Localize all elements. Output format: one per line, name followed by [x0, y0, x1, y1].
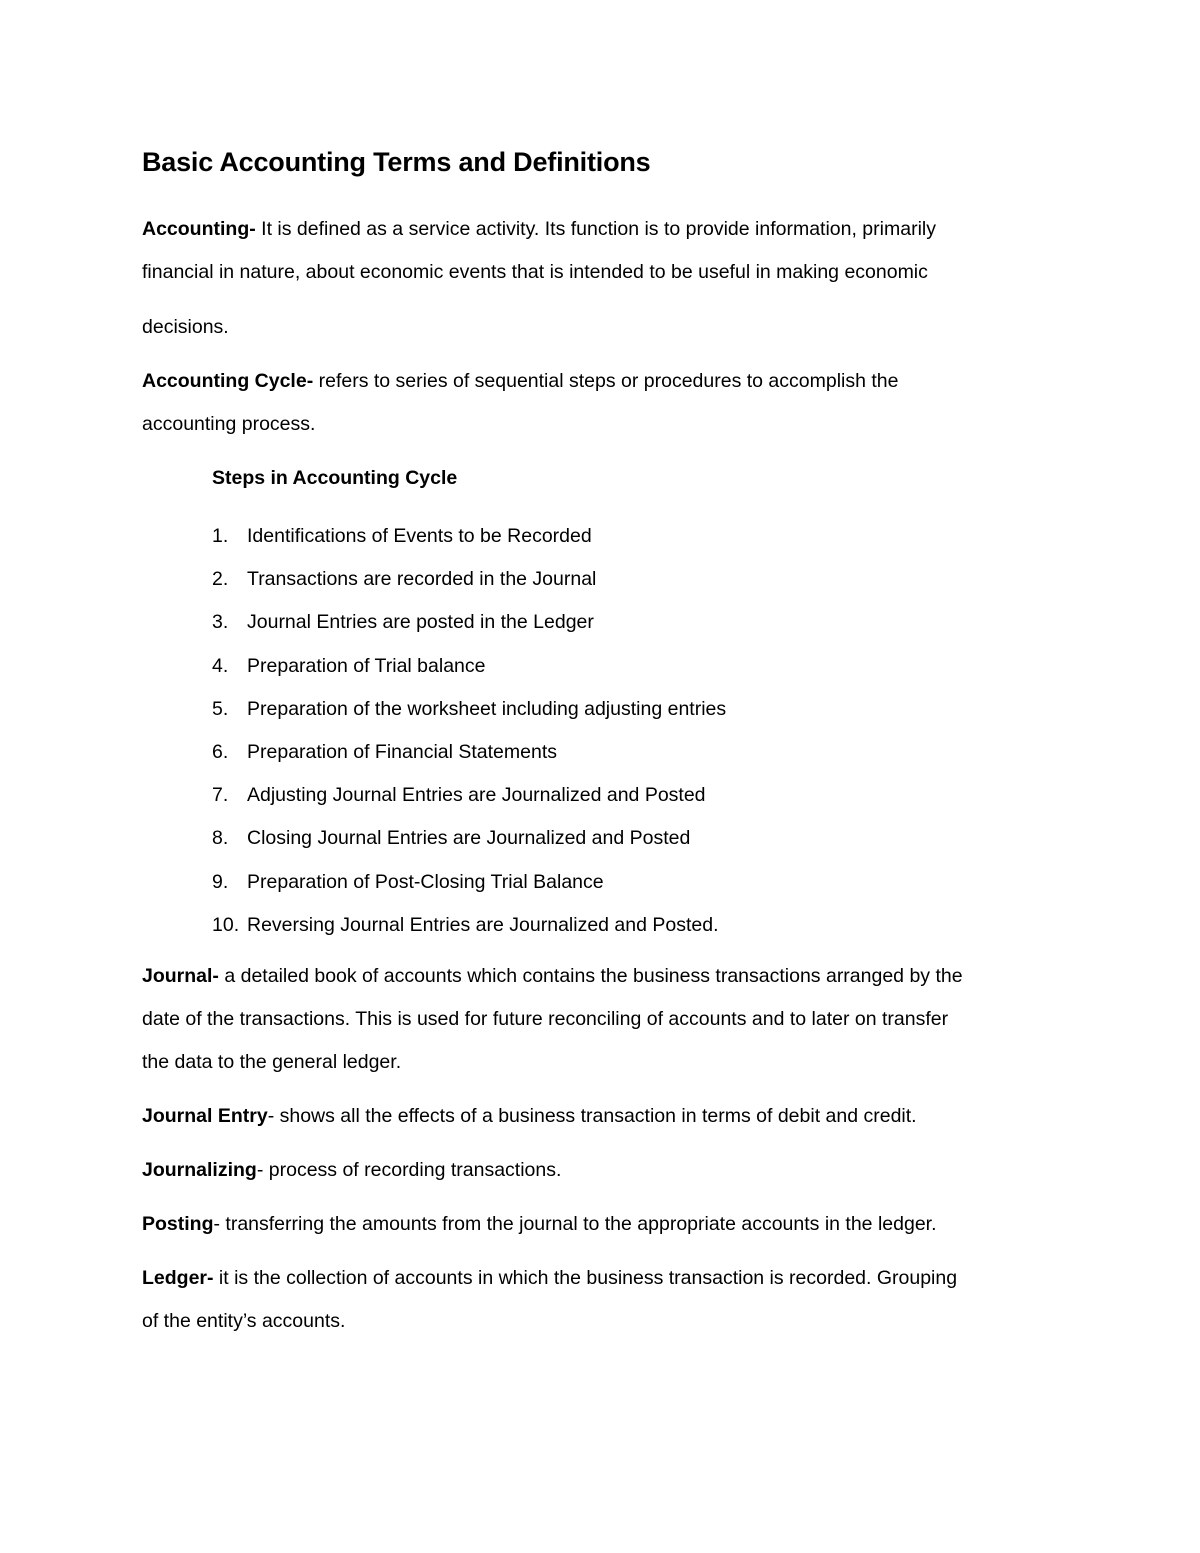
definition-text: date of the transactions. This is used for future reconciling of accounts and to later on transfer: [142, 1008, 949, 1031]
step-number: 5.: [212, 697, 229, 720]
list-item: [142, 817, 1057, 860]
step-text: Journal Entries are posted in the Ledger: [247, 611, 594, 634]
definition-text: - transferring the amounts from the journal to the appropriate accounts in the ledger.: [213, 1213, 937, 1236]
step-text: Preparation of the worksheet including adjusting entries: [247, 697, 727, 720]
step-text: Preparation of Post-Closing Trial Balance: [247, 870, 604, 893]
step-text: Transactions are recorded in the Journal: [247, 568, 597, 591]
steps-heading: Steps in Accounting Cycle: [212, 467, 458, 489]
term-label: Journal-: [142, 965, 219, 988]
step-number: 4.: [212, 654, 229, 677]
step-text: Preparation of Trial balance: [247, 654, 486, 677]
definition-text: It is defined as a service activity. Its function is to provide information, primarily: [255, 218, 936, 240]
term-label: Accounting Cycle-: [142, 370, 314, 392]
definition-text: - process of recording transactions.: [256, 1159, 562, 1182]
definition-text: refers to series of sequential steps or procedures to accomplish the: [313, 370, 899, 392]
step-number: 2.: [212, 568, 229, 591]
definition-accounting-cycle: [142, 360, 1057, 446]
step-text: Adjusting Journal Entries are Journalized and Posted: [247, 784, 706, 807]
step-text: Preparation of Financial Statements: [247, 741, 558, 764]
definition-text: decisions.: [142, 316, 229, 338]
step-number: 1.: [212, 525, 229, 547]
list-item: [142, 731, 1057, 774]
step-number: 6.: [212, 741, 229, 764]
list-item: [142, 645, 1057, 688]
step-text: Identifications of Events to be Recorded: [247, 525, 592, 547]
line-gap: [142, 294, 1057, 306]
term-label: Ledger-: [142, 1267, 214, 1290]
definition-accounting: [142, 208, 1057, 349]
definition-text: accounting process.: [142, 413, 316, 435]
definition-text: - shows all the effects of a business transaction in terms of debit and credit.: [267, 1105, 917, 1128]
definition-posting: [142, 1203, 1057, 1246]
definition-journal-entry: [142, 1095, 1057, 1138]
term-label: Journal Entry: [142, 1105, 268, 1128]
definition-text: the data to the general ledger.: [142, 1051, 402, 1074]
list-item: [142, 861, 1057, 904]
list-item: [142, 774, 1057, 817]
term-label: Journalizing: [142, 1159, 257, 1182]
list-item: [142, 601, 1057, 644]
list-item: [142, 558, 1057, 601]
document-title: Basic Accounting Terms and Definitions: [142, 147, 651, 177]
step-number: 10.: [212, 913, 240, 936]
definition-text: of the entity’s accounts.: [142, 1310, 346, 1333]
steps-section: [142, 457, 1057, 947]
step-number: 9.: [212, 870, 229, 893]
list-item: [142, 904, 1057, 947]
steps-list: [142, 515, 1057, 947]
term-label: Accounting-: [142, 218, 256, 240]
step-text: Reversing Journal Entries are Journalized and Posted.: [247, 913, 719, 936]
definition-text: a detailed book of accounts which contains the business transactions arranged by the: [218, 965, 963, 988]
step-number: 7.: [212, 784, 229, 807]
definition-text: financial in nature, about economic events that is intended to be useful in making economic: [142, 261, 928, 283]
term-label: Posting: [142, 1213, 214, 1236]
definition-journal: [142, 955, 1057, 1084]
list-item: [142, 515, 1057, 558]
step-text: Closing Journal Entries are Journalized and Posted: [247, 827, 691, 850]
list-item: [142, 688, 1057, 731]
definition-journalizing: [142, 1149, 1057, 1192]
document-content: [142, 140, 1057, 1354]
step-number: 3.: [212, 611, 229, 634]
definition-ledger: [142, 1257, 1057, 1343]
step-number: 8.: [212, 827, 229, 850]
definition-text: it is the collection of accounts in which the business transaction is recorded. Grouping: [213, 1267, 958, 1290]
